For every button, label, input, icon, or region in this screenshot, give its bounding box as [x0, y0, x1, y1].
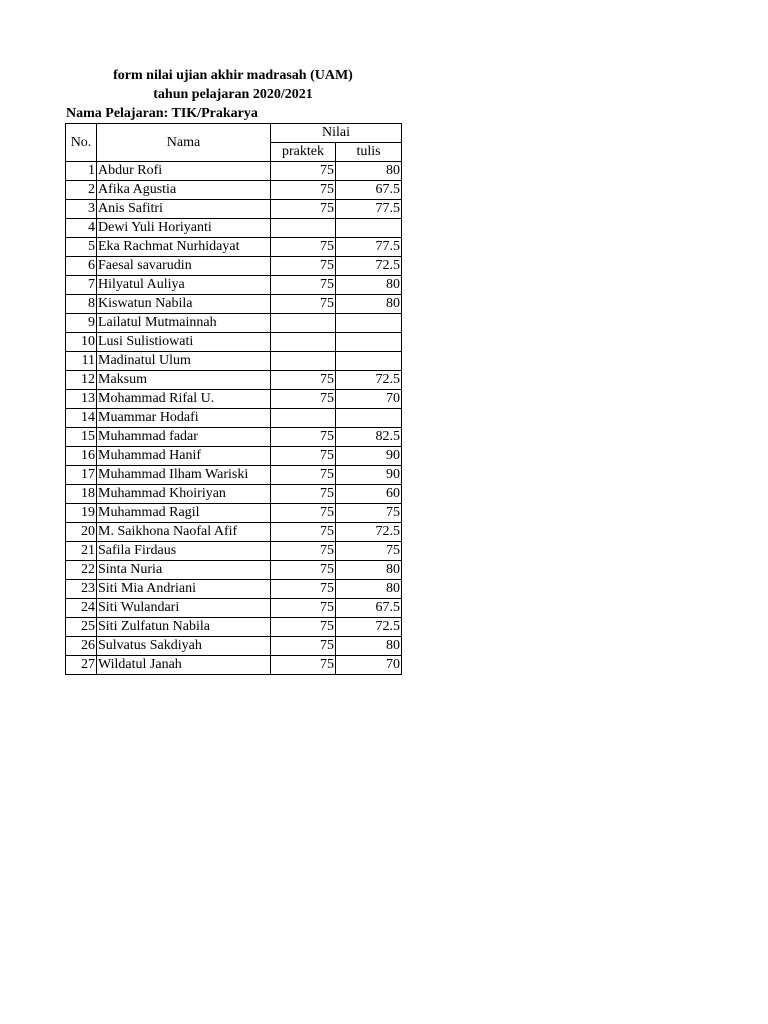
row-number: 2 — [66, 181, 97, 200]
row-number: 11 — [66, 352, 97, 371]
table-row — [66, 599, 402, 618]
table-row — [66, 656, 402, 675]
tulis-score — [336, 314, 402, 333]
academic-year: tahun pelajaran 2020/2021 — [153, 87, 313, 102]
row-number: 19 — [66, 504, 97, 523]
table-row — [66, 219, 402, 238]
row-number: 9 — [66, 314, 97, 333]
table-row — [66, 504, 402, 523]
tulis-score — [336, 409, 402, 428]
row-number: 12 — [66, 371, 97, 390]
tulis-score: 70 — [336, 656, 402, 675]
row-number: 1 — [66, 162, 97, 181]
student-name: Lailatul Mutmainnah — [97, 314, 271, 333]
table-row — [66, 466, 402, 485]
tulis-score: 80 — [336, 580, 402, 599]
row-number: 20 — [66, 523, 97, 542]
column-header-name: Nama — [97, 124, 271, 162]
student-name: Sulvatus Sakdiyah — [97, 637, 271, 656]
row-number: 5 — [66, 238, 97, 257]
table-row — [66, 637, 402, 656]
student-name: Muhammad Hanif — [97, 447, 271, 466]
praktek-score: 75 — [271, 295, 336, 314]
row-number: 7 — [66, 276, 97, 295]
praktek-score: 75 — [271, 523, 336, 542]
header-row — [66, 124, 402, 143]
table-row — [66, 390, 402, 409]
praktek-score: 75 — [271, 447, 336, 466]
praktek-score: 75 — [271, 466, 336, 485]
tulis-score: 60 — [336, 485, 402, 504]
tulis-score — [336, 333, 402, 352]
table-row — [66, 580, 402, 599]
tulis-score: 72.5 — [336, 371, 402, 390]
praktek-score: 75 — [271, 599, 336, 618]
student-name: Sinta Nuria — [97, 561, 271, 580]
column-header-praktek: praktek — [271, 143, 336, 162]
tulis-score: 90 — [336, 466, 402, 485]
tulis-score — [336, 352, 402, 371]
row-number: 15 — [66, 428, 97, 447]
tulis-score: 82.5 — [336, 428, 402, 447]
tulis-score: 90 — [336, 447, 402, 466]
praktek-score: 75 — [271, 504, 336, 523]
tulis-score: 80 — [336, 295, 402, 314]
row-number: 18 — [66, 485, 97, 504]
tulis-score: 70 — [336, 390, 402, 409]
praktek-score: 75 — [271, 618, 336, 637]
row-number: 17 — [66, 466, 97, 485]
table-row — [66, 314, 402, 333]
row-number: 24 — [66, 599, 97, 618]
table-row — [66, 276, 402, 295]
praktek-score: 75 — [271, 371, 336, 390]
student-name: Siti Zulfatun Nabila — [97, 618, 271, 637]
table-row — [66, 257, 402, 276]
tulis-score: 80 — [336, 276, 402, 295]
tulis-score: 67.5 — [336, 599, 402, 618]
student-name: Mohammad Rifal U. — [97, 390, 271, 409]
tulis-score: 80 — [336, 561, 402, 580]
row-number: 26 — [66, 637, 97, 656]
tulis-score: 80 — [336, 637, 402, 656]
student-name: Lusi Sulistiowati — [97, 333, 271, 352]
praktek-score: 75 — [271, 656, 336, 675]
row-number: 8 — [66, 295, 97, 314]
student-name: Siti Mia Andriani — [97, 580, 271, 599]
student-name: Maksum — [97, 371, 271, 390]
table-body — [66, 162, 402, 675]
table-row — [66, 409, 402, 428]
student-name: Dewi Yuli Horiyanti — [97, 219, 271, 238]
student-name: Siti Wulandari — [97, 599, 271, 618]
praktek-score: 75 — [271, 485, 336, 504]
table-row — [66, 561, 402, 580]
tulis-score: 67.5 — [336, 181, 402, 200]
document-title: form nilai ujian akhir madrasah (UAM) — [113, 68, 353, 83]
praktek-score — [271, 219, 336, 238]
tulis-score: 75 — [336, 504, 402, 523]
praktek-score: 75 — [271, 181, 336, 200]
tulis-score: 72.5 — [336, 523, 402, 542]
tulis-score: 77.5 — [336, 200, 402, 219]
table-row — [66, 200, 402, 219]
table-row — [66, 352, 402, 371]
tulis-score: 77.5 — [336, 238, 402, 257]
praktek-score: 75 — [271, 390, 336, 409]
row-number: 16 — [66, 447, 97, 466]
table-row — [66, 523, 402, 542]
row-number: 13 — [66, 390, 97, 409]
row-number: 14 — [66, 409, 97, 428]
table-row — [66, 162, 402, 181]
table-row — [66, 333, 402, 352]
row-number: 23 — [66, 580, 97, 599]
praktek-score — [271, 333, 336, 352]
student-name: Afika Agustia — [97, 181, 271, 200]
subject-label: Nama Pelajaran: TIK/Prakarya — [66, 106, 258, 121]
column-header-no: No. — [66, 124, 97, 162]
student-name: Muhammad Ilham Wariski — [97, 466, 271, 485]
student-name: Eka Rachmat Nurhidayat — [97, 238, 271, 257]
student-name: Anis Safitri — [97, 200, 271, 219]
praktek-score: 75 — [271, 542, 336, 561]
grades-table — [65, 123, 402, 675]
table-row — [66, 485, 402, 504]
praktek-score — [271, 352, 336, 371]
praktek-score: 75 — [271, 276, 336, 295]
praktek-score: 75 — [271, 637, 336, 656]
praktek-score: 75 — [271, 200, 336, 219]
table-row — [66, 447, 402, 466]
student-name: Abdur Rofi — [97, 162, 271, 181]
praktek-score — [271, 409, 336, 428]
table-row — [66, 295, 402, 314]
student-name: Hilyatul Auliya — [97, 276, 271, 295]
table-row — [66, 238, 402, 257]
student-name: Kiswatun Nabila — [97, 295, 271, 314]
row-number: 21 — [66, 542, 97, 561]
column-header-nilai: Nilai — [271, 124, 402, 143]
student-name: Faesal savarudin — [97, 257, 271, 276]
praktek-score — [271, 314, 336, 333]
student-name: Madinatul Ulum — [97, 352, 271, 371]
student-name: Safila Firdaus — [97, 542, 271, 561]
row-number: 22 — [66, 561, 97, 580]
row-number: 6 — [66, 257, 97, 276]
student-name: Muhammad fadar — [97, 428, 271, 447]
tulis-score: 72.5 — [336, 257, 402, 276]
student-name: Wildatul Janah — [97, 656, 271, 675]
praktek-score: 75 — [271, 162, 336, 181]
student-name: Muhammad Ragil — [97, 504, 271, 523]
table-row — [66, 428, 402, 447]
tulis-score: 72.5 — [336, 618, 402, 637]
table-row — [66, 542, 402, 561]
praktek-score: 75 — [271, 257, 336, 276]
student-name: Muammar Hodafi — [97, 409, 271, 428]
praktek-score: 75 — [271, 580, 336, 599]
row-number: 4 — [66, 219, 97, 238]
table-row — [66, 371, 402, 390]
praktek-score: 75 — [271, 428, 336, 447]
praktek-score: 75 — [271, 238, 336, 257]
praktek-score: 75 — [271, 561, 336, 580]
column-header-tulis: tulis — [336, 143, 402, 162]
table-row — [66, 618, 402, 637]
tulis-score: 75 — [336, 542, 402, 561]
tulis-score: 80 — [336, 162, 402, 181]
row-number: 27 — [66, 656, 97, 675]
student-name: M. Saikhona Naofal Afif — [97, 523, 271, 542]
tulis-score — [336, 219, 402, 238]
table-row — [66, 181, 402, 200]
row-number: 10 — [66, 333, 97, 352]
row-number: 25 — [66, 618, 97, 637]
row-number: 3 — [66, 200, 97, 219]
student-name: Muhammad Khoiriyan — [97, 485, 271, 504]
